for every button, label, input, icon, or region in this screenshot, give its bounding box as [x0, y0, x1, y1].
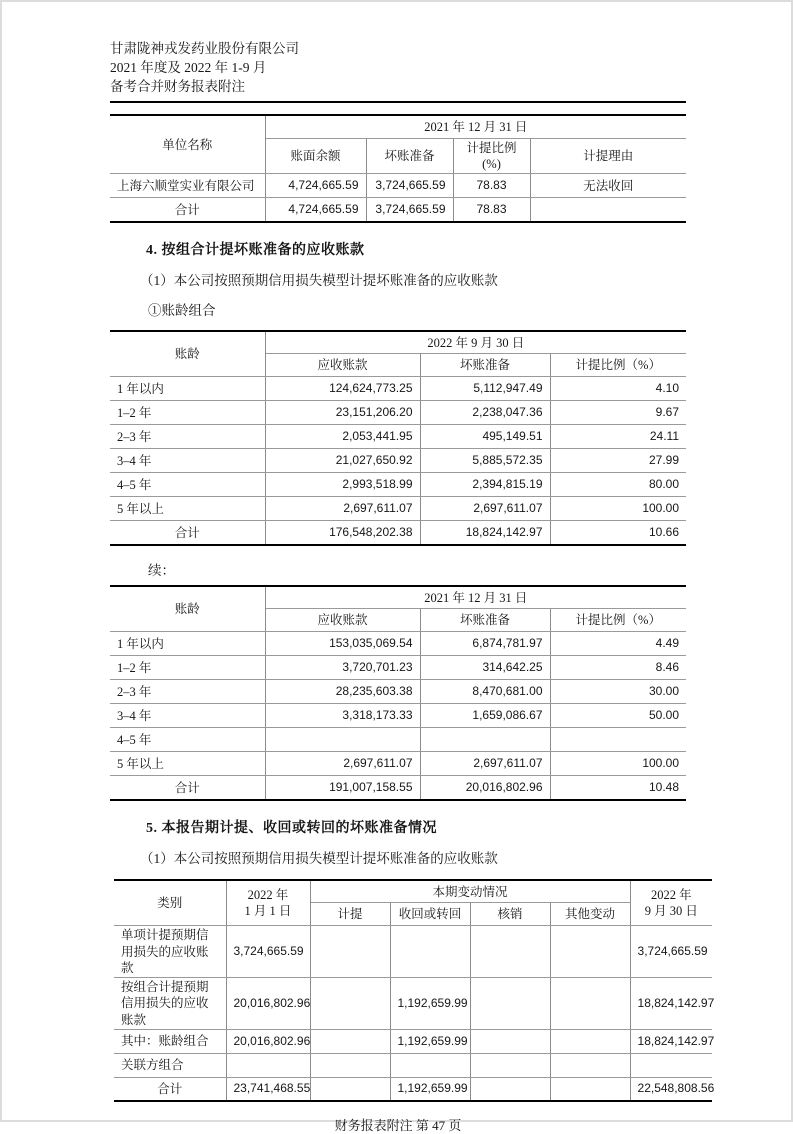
- col-header-receivable: 应收账款: [265, 354, 420, 377]
- table-row: [110, 632, 686, 656]
- col-header-aging: 账龄: [110, 331, 265, 377]
- cell-ratio: 10.66: [550, 521, 686, 545]
- header-divider: [110, 101, 686, 103]
- cell-receivable: 21,027,650.92: [265, 449, 420, 473]
- cell-provision: 6,874,781.97: [420, 632, 550, 656]
- cell-other-change: [550, 926, 630, 978]
- col-header-other-change: 其他变动: [550, 903, 630, 926]
- cell-provision: 2,394,815.19: [420, 473, 550, 497]
- cell-provision: 495,149.51: [420, 425, 550, 449]
- cell-category: 其中：账龄组合: [114, 1029, 226, 1053]
- individual-provision-table: [110, 114, 686, 223]
- col-header-end-date-line1: 2022 年: [650, 887, 692, 902]
- cell-category: 单项计提预期信用损失的应收账款: [114, 926, 226, 978]
- cell-other-change: [550, 1053, 630, 1077]
- table-row: [110, 401, 686, 425]
- cell-ratio: 80.00: [550, 473, 686, 497]
- col-header-provision-ratio: 计提比例(%): [453, 138, 530, 174]
- cell-writeoff: [470, 1029, 550, 1053]
- cell-accrual: [310, 1053, 390, 1077]
- cell-ratio: 10.48: [550, 776, 686, 800]
- cell-end-balance: 18,824,142.97: [630, 1029, 712, 1053]
- col-header-category: 类别: [114, 880, 226, 926]
- cell-accrual: [310, 1029, 390, 1053]
- col-header-end-date-line2: 9 月 30 日: [644, 904, 698, 919]
- cell-aging: 1 年以内: [110, 377, 265, 401]
- aging-table-2021: [110, 585, 686, 801]
- cell-accrual: [310, 978, 390, 1030]
- table-row: [110, 752, 686, 776]
- section-5-title: 5. 本报告期计提、收回或转回的坏账准备情况: [146, 820, 437, 836]
- table-row: [110, 704, 686, 728]
- cell-receivable: 2,697,611.07: [265, 752, 420, 776]
- cell-aging: 5 年以上: [110, 752, 265, 776]
- col-header-provision-ratio: 计提比例（%）: [550, 354, 686, 377]
- cell-recovery: [390, 926, 470, 978]
- section-4-subtitle: （1）本公司按照预期信用损失模型计提坏账准备的应收账款: [140, 272, 498, 288]
- cell-provision-reason: [530, 198, 686, 222]
- cell-begin-balance: 23,741,468.55: [226, 1077, 310, 1101]
- col-header-unit-name: 单位名称: [110, 115, 265, 174]
- cell-aging: 1 年以内: [110, 632, 265, 656]
- cell-other-change: [550, 1029, 630, 1053]
- cell-total-label: 合计: [110, 521, 265, 545]
- cell-provision-reason: 无法收回: [530, 174, 686, 198]
- continued-label: 续：: [148, 562, 175, 578]
- table-row: [110, 497, 686, 521]
- col-header-book-balance: 账面余额: [265, 138, 366, 174]
- cell-ratio: 100.00: [550, 752, 686, 776]
- cell-writeoff: [470, 1077, 550, 1101]
- cell-writeoff: [470, 978, 550, 1030]
- cell-aging: 2–3 年: [110, 680, 265, 704]
- cell-book-balance: 4,724,665.59: [265, 174, 366, 198]
- cell-aging: 2–3 年: [110, 425, 265, 449]
- cell-total-label: 合计: [110, 198, 265, 222]
- col-header-begin-date: [226, 880, 310, 926]
- cell-unit-name: 上海六顺堂实业有限公司: [110, 174, 265, 198]
- col-header-date: 2021 年 12 月 31 日: [265, 115, 686, 138]
- cell-recovery: 1,192,659.99: [390, 978, 470, 1030]
- cell-ratio: 27.99: [550, 449, 686, 473]
- cell-ratio: 24.11: [550, 425, 686, 449]
- col-header-period-change: 本期变动情况: [310, 880, 630, 903]
- table-row: [110, 473, 686, 497]
- cell-category: 按组合计提预期信用损失的应收账款: [114, 978, 226, 1030]
- col-header-aging: 账龄: [110, 586, 265, 632]
- cell-other-change: [550, 978, 630, 1030]
- cell-provision: [420, 728, 550, 752]
- cell-begin-balance: 3,724,665.59: [226, 926, 310, 978]
- cell-bad-debt-provision: 3,724,665.59: [366, 174, 453, 198]
- cell-provision: 314,642.25: [420, 656, 550, 680]
- cell-receivable: 2,053,441.95: [265, 425, 420, 449]
- table-row: [114, 1029, 712, 1053]
- cell-total-label: 合计: [114, 1077, 226, 1101]
- page-footer: 财务报表附注 第 47 页: [334, 1118, 462, 1134]
- cell-recovery: 1,192,659.99: [390, 1029, 470, 1053]
- cell-receivable: 23,151,206.20: [265, 401, 420, 425]
- cell-aging: 3–4 年: [110, 449, 265, 473]
- cell-bad-debt-provision: 3,724,665.59: [366, 198, 453, 222]
- company-name: 甘肃陇神戎发药业股份有限公司: [110, 41, 299, 56]
- cell-receivable: 3,720,701.23: [265, 656, 420, 680]
- cell-aging: 4–5 年: [110, 728, 265, 752]
- cell-receivable: 124,624,773.25: [265, 377, 420, 401]
- report-period: 2021 年度及 2022 年 1-9 月: [110, 59, 267, 75]
- cell-recovery: [390, 1053, 470, 1077]
- col-header-begin-date-line1: 2022 年: [247, 887, 289, 902]
- col-header-date: 2021 年 12 月 31 日: [265, 586, 686, 609]
- cell-end-balance: 3,724,665.59: [630, 926, 712, 978]
- table-row: [110, 656, 686, 680]
- cell-provision: 2,238,047.36: [420, 401, 550, 425]
- cell-aging: 4–5 年: [110, 473, 265, 497]
- table-header-row: [110, 586, 686, 609]
- cell-receivable: 28,235,603.38: [265, 680, 420, 704]
- cell-end-balance: [630, 1053, 712, 1077]
- table-row: [114, 1053, 712, 1077]
- table-row: [110, 680, 686, 704]
- cell-provision: 20,016,802.96: [420, 776, 550, 800]
- col-header-recovery-reversal: 收回或转回: [390, 903, 470, 926]
- cell-provision-ratio: 78.83: [453, 174, 530, 198]
- col-header-provision-reason: 计提理由: [530, 138, 686, 174]
- table-row: [114, 978, 712, 1030]
- col-header-provision-ratio: 计提比例（%）: [550, 609, 686, 632]
- cell-aging: 1–2 年: [110, 656, 265, 680]
- cell-ratio: 30.00: [550, 680, 686, 704]
- cell-aging: 1–2 年: [110, 401, 265, 425]
- table-header-row: [110, 115, 686, 138]
- cell-receivable: [265, 728, 420, 752]
- col-header-accrual: 计提: [310, 903, 390, 926]
- col-header-date: 2022 年 9 月 30 日: [265, 331, 686, 354]
- cell-writeoff: [470, 926, 550, 978]
- col-header-begin-date-line2: 1 月 1 日: [244, 904, 292, 919]
- cell-accrual: [310, 1077, 390, 1101]
- cell-book-balance: 4,724,665.59: [265, 198, 366, 222]
- cell-provision: 2,697,611.07: [420, 752, 550, 776]
- table-header-row: [114, 880, 712, 903]
- col-header-writeoff: 核销: [470, 903, 550, 926]
- cell-ratio: 9.67: [550, 401, 686, 425]
- cell-ratio: 4.10: [550, 377, 686, 401]
- section-4-title: 4. 按组合计提坏账准备的应收账款: [146, 242, 365, 258]
- cell-ratio: 50.00: [550, 704, 686, 728]
- table-header-row: [110, 331, 686, 354]
- cell-begin-balance: 20,016,802.96: [226, 978, 310, 1030]
- col-header-bad-debt-provision: 坏账准备: [420, 354, 550, 377]
- document-header: [110, 2, 686, 95]
- table-total-row: [110, 198, 686, 222]
- table-row: [110, 728, 686, 752]
- table-row: [110, 449, 686, 473]
- table-row: [110, 425, 686, 449]
- table-total-row: [110, 521, 686, 545]
- cell-receivable: 2,993,518.99: [265, 473, 420, 497]
- cell-provision: 5,885,572.35: [420, 449, 550, 473]
- page-content: [110, 2, 715, 1134]
- cell-writeoff: [470, 1053, 550, 1077]
- provision-movement-table: [114, 879, 715, 1103]
- col-header-end-date: [630, 880, 712, 926]
- cell-receivable: 3,318,173.33: [265, 704, 420, 728]
- cell-end-balance: 18,824,142.97: [630, 978, 712, 1030]
- cell-ratio: 8.46: [550, 656, 686, 680]
- cell-ratio: 4.49: [550, 632, 686, 656]
- cell-end-balance: 22,548,808.56: [630, 1077, 712, 1101]
- table-row: [110, 174, 686, 198]
- cell-ratio: 100.00: [550, 497, 686, 521]
- section-4-aging-label: ①账龄组合: [148, 302, 216, 318]
- cell-receivable: 153,035,069.54: [265, 632, 420, 656]
- cell-accrual: [310, 926, 390, 978]
- cell-begin-balance: 20,016,802.96: [226, 1029, 310, 1053]
- report-title: 备考合并财务报表附注: [110, 78, 245, 94]
- cell-provision: 2,697,611.07: [420, 497, 550, 521]
- table-total-row: [114, 1077, 712, 1101]
- cell-other-change: [550, 1077, 630, 1101]
- cell-provision: 5,112,947.49: [420, 377, 550, 401]
- cell-receivable: 176,548,202.38: [265, 521, 420, 545]
- cell-category: 关联方组合: [114, 1053, 226, 1077]
- cell-provision: 1,659,086.67: [420, 704, 550, 728]
- cell-receivable: 2,697,611.07: [265, 497, 420, 521]
- cell-begin-balance: [226, 1053, 310, 1077]
- col-header-bad-debt-provision: 坏账准备: [420, 609, 550, 632]
- cell-aging: 5 年以上: [110, 497, 265, 521]
- aging-table-2022: [110, 330, 686, 546]
- cell-provision: 8,470,681.00: [420, 680, 550, 704]
- cell-receivable: 191,007,158.55: [265, 776, 420, 800]
- section-5-subtitle: （1）本公司按照预期信用损失模型计提坏账准备的应收账款: [140, 850, 498, 866]
- cell-provision: 18,824,142.97: [420, 521, 550, 545]
- cell-provision-ratio: 78.83: [453, 198, 530, 222]
- col-header-bad-debt-provision: 坏账准备: [366, 138, 453, 174]
- table-row: [114, 926, 712, 978]
- cell-recovery: 1,192,659.99: [390, 1077, 470, 1101]
- cell-ratio: [550, 728, 686, 752]
- cell-aging: 3–4 年: [110, 704, 265, 728]
- col-header-receivable: 应收账款: [265, 609, 420, 632]
- table-total-row: [110, 776, 686, 800]
- table-row: [110, 377, 686, 401]
- cell-total-label: 合计: [110, 776, 265, 800]
